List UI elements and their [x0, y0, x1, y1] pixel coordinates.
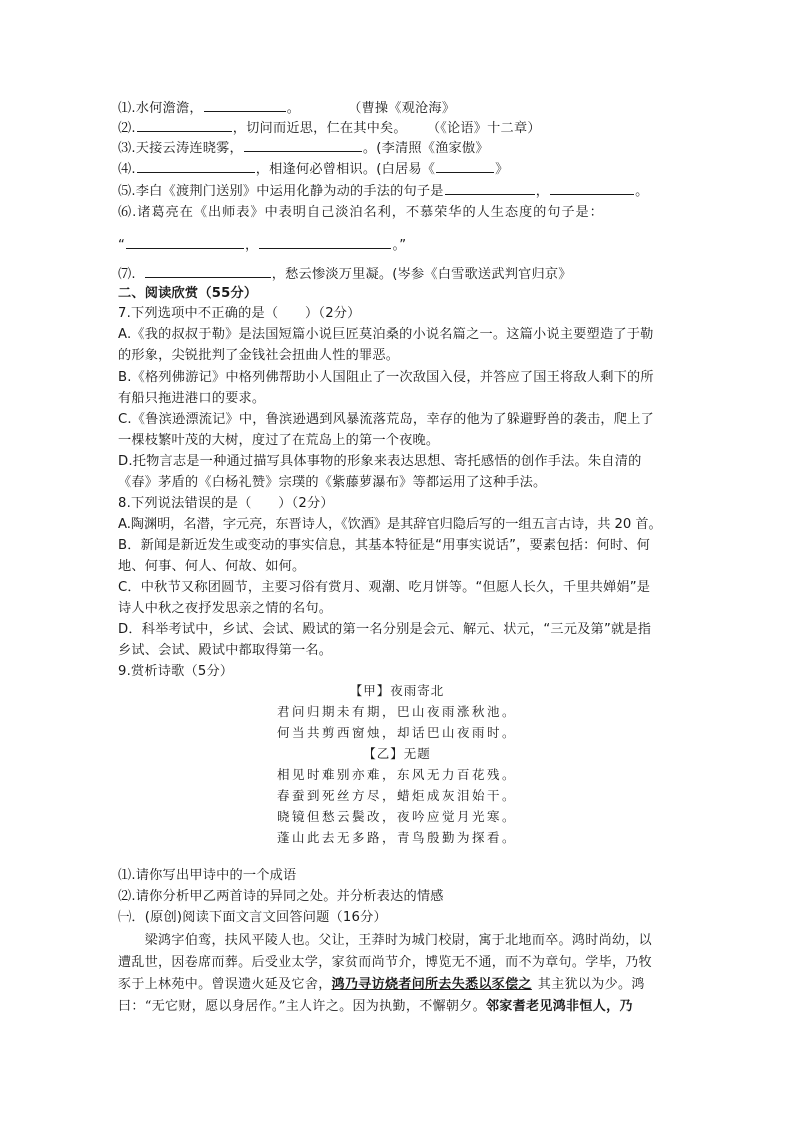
q8-option-c-cont: 诗人中秋之夜抒发思亲之情的名句。 [118, 601, 333, 616]
poem2-line: 晓镜但愁云鬓改，夜吟应觉月光寒。 [276, 809, 517, 824]
poem1-line: 君问归期未有期，巴山夜雨涨秋池。 [276, 704, 517, 719]
q8-option-a: A.陶渊明，名潜，字元亮，东晋诗人，《饮酒》是其辞官归隐后写的一组五言古诗，共 20 首。 [118, 517, 662, 532]
q5-comma: ， [535, 184, 550, 199]
q7-option-d: D.托物言志是一种通过描写具体事物的形象来表达思想、寄托感悟的创作手法。朱自清的 [118, 454, 642, 469]
q8-option-b-cont: 地、何事、何人、何故、如何。 [118, 559, 306, 574]
poem2-line: 相见时难别亦难，东风无力百花残。 [276, 767, 517, 782]
fill-in-q6-blanks [118, 234, 406, 256]
q8-option-d-cont: 乡试、会试、殿试中都取得第一名。 [118, 643, 333, 658]
answer-blank[interactable] [550, 180, 634, 195]
q2-num: ⑵. [118, 121, 136, 136]
poem1-title: 【甲】夜雨寄北 [349, 683, 445, 698]
poem1-line: 何当共剪西窗烛，却话巴山夜雨时。 [276, 725, 517, 740]
fill-in-q3 [118, 137, 489, 159]
answer-blank[interactable] [204, 97, 286, 112]
answer-blank[interactable] [445, 180, 535, 195]
q4-text: ，相逢何必曾相识。(白居易《 [255, 162, 436, 177]
answer-blank[interactable] [126, 234, 244, 249]
q7-option-d-cont: 《春》茅盾的《白杨礼赞》宗璞的《紫藤萝瀑布》等都运用了这种手法。 [118, 475, 547, 490]
q9-stem: 9.赏析诗歌（5分） [118, 664, 234, 679]
classical-text-line [118, 996, 676, 1017]
answer-blank[interactable] [259, 234, 391, 249]
q8-option-b: B．新闻是新近发生或变动的事实信息，其基本特征是“用事实说话”，要素包括：何时、何 [118, 538, 651, 553]
poem2-line: 春蚕到死丝方尽，蜡炬成灰泪始干。 [276, 788, 517, 803]
q7-option-b: B.《格列佛游记》中格列佛帮助小人国阻止了一次敌国入侵，并答应了国王将敌人剩下的所 [118, 370, 654, 385]
q8-stem: 8.下列说法错误的是（ ）（2分） [118, 496, 334, 511]
classical-text-line: 梁鸿字伯鸾，扶风平陵人也。父让，王莽时为城门校尉，寓于北地而卒。鸿时尚幼，以 [118, 933, 653, 948]
q3-source: 。(李清照《渔家傲》 [362, 141, 489, 156]
classical-text: 其主犹以为少。鸿 [537, 977, 645, 992]
q7-option-b-cont: 有船只拖进港口的要求。 [118, 391, 266, 406]
q6-text: ⑹.诸葛亮在《出师表》中表明自己淡泊名利，不慕荣华的人生态度的句子是： [118, 205, 604, 220]
underlined-sentence: 鸿乃寻访烧者问所去失悉以豕偿之 [331, 977, 532, 992]
fill-in-q7 [118, 263, 572, 285]
q7-option-a-cont: 的形象，尖锐批判了金钱社会扭曲人性的罪恶。 [118, 348, 400, 363]
fill-in-q5 [118, 180, 648, 202]
answer-blank[interactable] [436, 158, 494, 173]
q4-end: 》 [495, 162, 509, 177]
q5-text: ⑸.李白《渡荆门送别》中运用化静为动的手法的句子是 [118, 184, 444, 199]
q7-option-c: C.《鲁滨逊漂流记》中，鲁滨逊遇到风暴流落荒岛，幸存的他为了躲避野兽的袭击，爬上了 [118, 412, 654, 427]
q9-sub2: ⑵.请你分析甲乙两首诗的异同之处。并分析表达的情感 [118, 889, 444, 904]
q6-quote-close: 。” [392, 238, 407, 253]
fill-in-q1 [118, 97, 455, 119]
bold-sentence: 邻家耆老见鸿非恒人，乃 [485, 999, 633, 1014]
classical-text-line: 遭乱世，因卷席而葬。后受业太学，家贫而尚节介，博览无不通，而不为章句。学毕，乃牧 [118, 955, 653, 970]
answer-blank[interactable] [244, 137, 362, 152]
q5-end: 。 [635, 184, 649, 199]
classical-text: 曰：“无它财，愿以身居作。”主人许之。因为执勤，不懈朝夕。 [118, 999, 486, 1014]
poem2-title: 【乙】无题 [363, 746, 431, 761]
fill-in-q6 [118, 203, 604, 223]
q2-source: （《论语》十二章） [426, 121, 541, 136]
q6-quote-open: “ [118, 238, 126, 253]
q7-num: ⑺. [118, 267, 136, 282]
q4-num: ⑷. [118, 162, 136, 177]
q1-text: ⑴.水何澹澹， [118, 101, 203, 116]
q8-option-d: D．科举考试中，乡试、会试、殿试的第一名分别是会元、解元、状元，“三元及第”就是指 [118, 622, 652, 637]
q7-option-c-cont: 一棵枝繁叶茂的大树，度过了在荒岛上的第一个夜晚。 [118, 433, 440, 448]
answer-blank[interactable] [137, 117, 232, 132]
q7-option-a: A.《我的叔叔于勒》是法国短篇小说巨匠莫泊桑的小说名篇之一。这篇小说主要塑造了于勒 [118, 327, 654, 342]
q7-stem: 7.下列选项中不正确的是（ ）（2分） [118, 306, 361, 321]
answer-blank[interactable] [145, 263, 271, 278]
q2-text: ，切问而近思，仁在其中矣。 [232, 121, 407, 136]
q3-text: ⑶.天接云涛连晓雾， [118, 141, 243, 156]
q7-text: ，愁云惨淡万里凝。(岑参《白雪歌送武判官归京》 [271, 267, 572, 282]
q9-sub1: ⑴.请你写出甲诗中的一个成语 [118, 868, 297, 883]
classical-text-line [118, 974, 676, 995]
q6-comma: ， [245, 238, 259, 253]
section-heading: 二、阅读欣赏（55分） [118, 286, 258, 301]
classical-heading: ㈠．(原创)阅读下面文言文回答问题（16分） [118, 910, 387, 925]
q8-option-c: C．中秋节又称团圆节，主要习俗有赏月、观潮、吃月饼等。“但愿人长久，千里共婵娟”是 [118, 580, 651, 595]
classical-text: 豕于上林苑中。曾误遗火延及它舍， [118, 977, 332, 992]
answer-blank[interactable] [137, 158, 255, 173]
fill-in-q4 [118, 158, 509, 180]
poem2-line: 蓬山此去无多路，青鸟殷勤为探看。 [276, 830, 517, 845]
q1-source: （曹操《观沧海》 [348, 101, 456, 116]
fill-in-q2 [118, 117, 541, 139]
q1-text-end: 。 [286, 101, 301, 116]
